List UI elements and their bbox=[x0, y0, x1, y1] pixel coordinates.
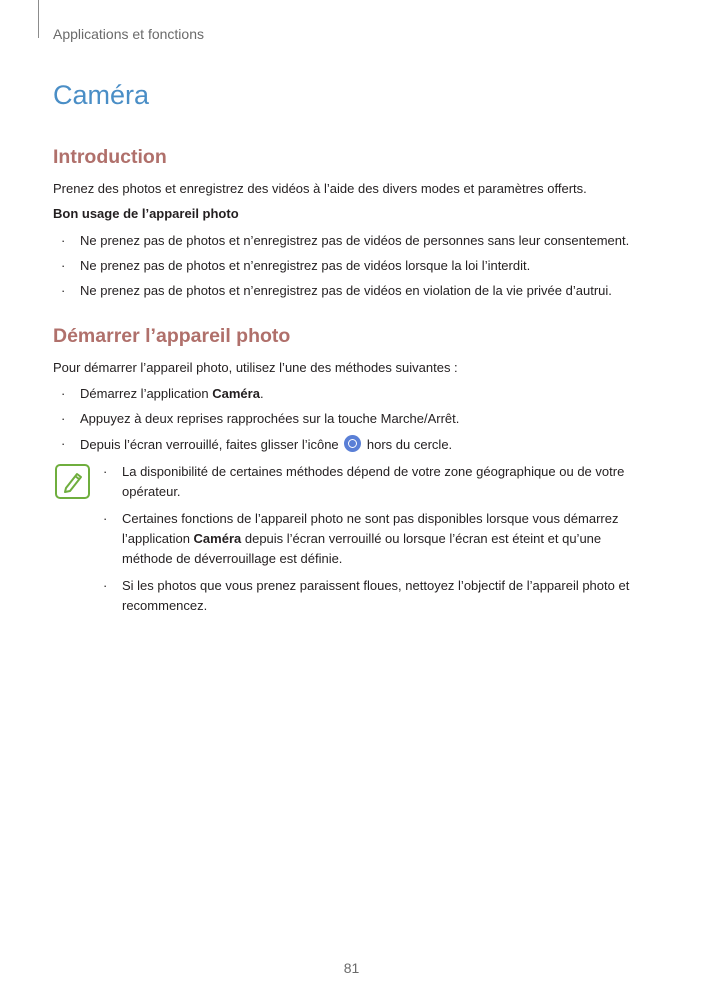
camera-app-name: Caméra bbox=[193, 531, 242, 546]
good-use-list bbox=[53, 232, 653, 307]
page-number: 81 bbox=[343, 960, 360, 976]
start-camera-text: Pour démarrer l’appareil photo, utilisez l’une des méthodes suivantes : bbox=[53, 360, 458, 375]
page-title: Caméra bbox=[53, 80, 150, 110]
section-header: Applications et fonctions bbox=[53, 26, 204, 42]
camera-app-name: Caméra bbox=[212, 386, 260, 401]
list-item: · Ne prenez pas de photos et n’enregistrez pas de vidéos de personnes sans leur consentement. bbox=[53, 232, 653, 257]
start-camera-heading: Démarrer l’appareil photo bbox=[53, 325, 291, 347]
intro-heading: Introduction bbox=[53, 146, 167, 168]
camera-app-icon bbox=[344, 435, 361, 452]
list-item: · Appuyez à deux reprises rapprochées sur la touche Marche/Arrêt. bbox=[53, 410, 653, 435]
list-item: · Depuis l’écran verrouillé, faites glisser l’icône hors du cercle. bbox=[53, 435, 653, 460]
list-item: · Si les photos que vous prenez paraissent floues, nettoyez l’objectif de l’appareil photo et recommencez. bbox=[95, 576, 655, 616]
list-item: · La disponibilité de certaines méthodes dépend de votre zone géographique ou de votre opérateur. bbox=[95, 462, 655, 502]
note-list bbox=[95, 462, 655, 623]
start-methods-list bbox=[53, 385, 653, 460]
list-item: · Ne prenez pas de photos et n’enregistrez pas de vidéos lorsque la loi l’interdit. bbox=[53, 257, 653, 282]
list-item: · Démarrez l’application Caméra. bbox=[53, 385, 653, 410]
intro-text: Prenez des photos et enregistrez des vidéos à l’aide des divers modes et paramètres offerts. bbox=[53, 181, 587, 196]
note-pen-icon bbox=[55, 464, 90, 499]
list-item: · Certaines fonctions de l’appareil photo ne sont pas disponibles lorsque vous démarrez l’application Caméra depuis l’écran verrouillé ou lorsque l’écran est éteint et qu’une méthode de déverrouillage est définie. bbox=[95, 509, 655, 569]
list-item: · Ne prenez pas de photos et n’enregistrez pas de vidéos en violation de la vie privée d’autrui. bbox=[53, 282, 653, 307]
good-use-subheading: Bon usage de l’appareil photo bbox=[53, 206, 239, 221]
header-rule bbox=[38, 0, 39, 38]
